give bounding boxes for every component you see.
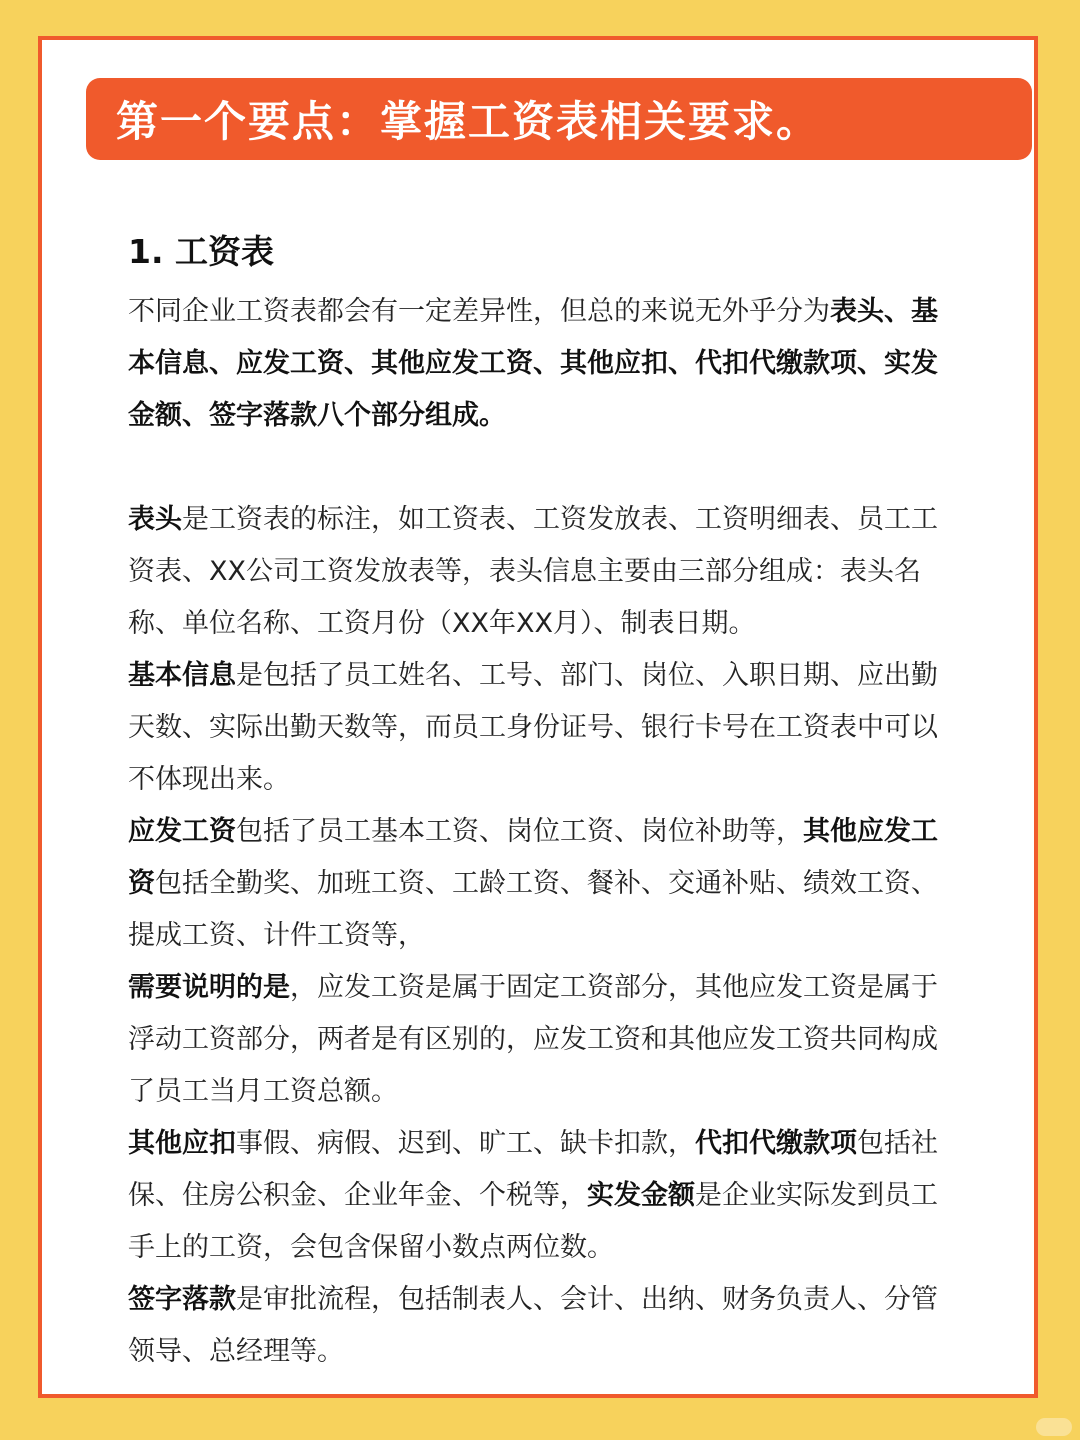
banner-title: 第一个要点：掌握工资表相关要求。 — [116, 97, 821, 146]
header-term: 表头 — [128, 504, 182, 535]
section-title: 1. 工资表 — [128, 232, 274, 271]
other-payable-term: 其他应发工资 — [128, 816, 938, 899]
payable-paragraph — [128, 806, 950, 962]
basic-info-term: 基本信息 — [128, 660, 236, 691]
net-pay-term: 实发金额 — [587, 1180, 695, 1211]
withholding-text: 包括社保、住房公积金、企业年金、个税等， — [128, 1128, 938, 1211]
net-pay-text: 是企业实际发到员工手上的工资，会包含保留小数点两位数。 — [128, 1180, 938, 1263]
other-payable-text: 包括全勤奖、加班工资、工龄工资、餐补、交通补贴、绩效工资、提成工资、计件工资等， — [128, 868, 938, 951]
note-paragraph — [128, 962, 950, 1118]
title-banner — [86, 78, 1032, 160]
signature-paragraph — [128, 1274, 950, 1378]
basic-info-paragraph — [128, 650, 950, 806]
signature-text: 是审批流程，包括制表人、会计、出纳、财务负责人、分管领导、总经理等。 — [128, 1284, 938, 1367]
article-body — [128, 286, 950, 1378]
payable-text: 包括了员工基本工资、岗位工资、岗位补助等， — [236, 816, 803, 847]
intro-bold: 表头、基本信息、应发工资、其他应发工资、其他应扣、代扣代缴款项、实发金额、签字落款八个部分组成。 — [128, 296, 938, 431]
intro-text: 不同企业工资表都会有一定差异性，但总的来说无外乎分为 — [128, 296, 830, 327]
note-text: ，应发工资是属于固定工资部分，其他应发工资是属于浮动工资部分，两者是有区别的，应发工资和其他应发工资共同构成了员工当月工资总额。 — [128, 972, 938, 1107]
payable-term: 应发工资 — [128, 816, 236, 847]
basic-info-text: 是包括了员工姓名、工号、部门、岗位、入职日期、应出勤天数、实际出勤天数等，而员工身份证号、银行卡号在工资表中可以不体现出来。 — [128, 660, 938, 795]
content-card — [38, 36, 1038, 1398]
signature-term: 签字落款 — [128, 1284, 236, 1315]
header-paragraph — [128, 494, 950, 650]
note-term: 需要说明的是 — [128, 972, 290, 1003]
other-deduction-text: 事假、病假、迟到、旷工、缺卡扣款， — [236, 1128, 695, 1159]
withholding-term: 代扣代缴款项 — [695, 1128, 857, 1159]
watermark-badge — [1036, 1418, 1072, 1436]
deduction-paragraph — [128, 1118, 950, 1274]
intro-paragraph — [128, 286, 950, 442]
header-text: 是工资表的标注，如工资表、工资发放表、工资明细表、员工工资表、XX公司工资发放表等，表头信息主要由三部分组成：表头名称、单位名称、工资月份（XX年XX月）、制表日期。 — [128, 504, 938, 639]
other-deduction-term: 其他应扣 — [128, 1128, 236, 1159]
